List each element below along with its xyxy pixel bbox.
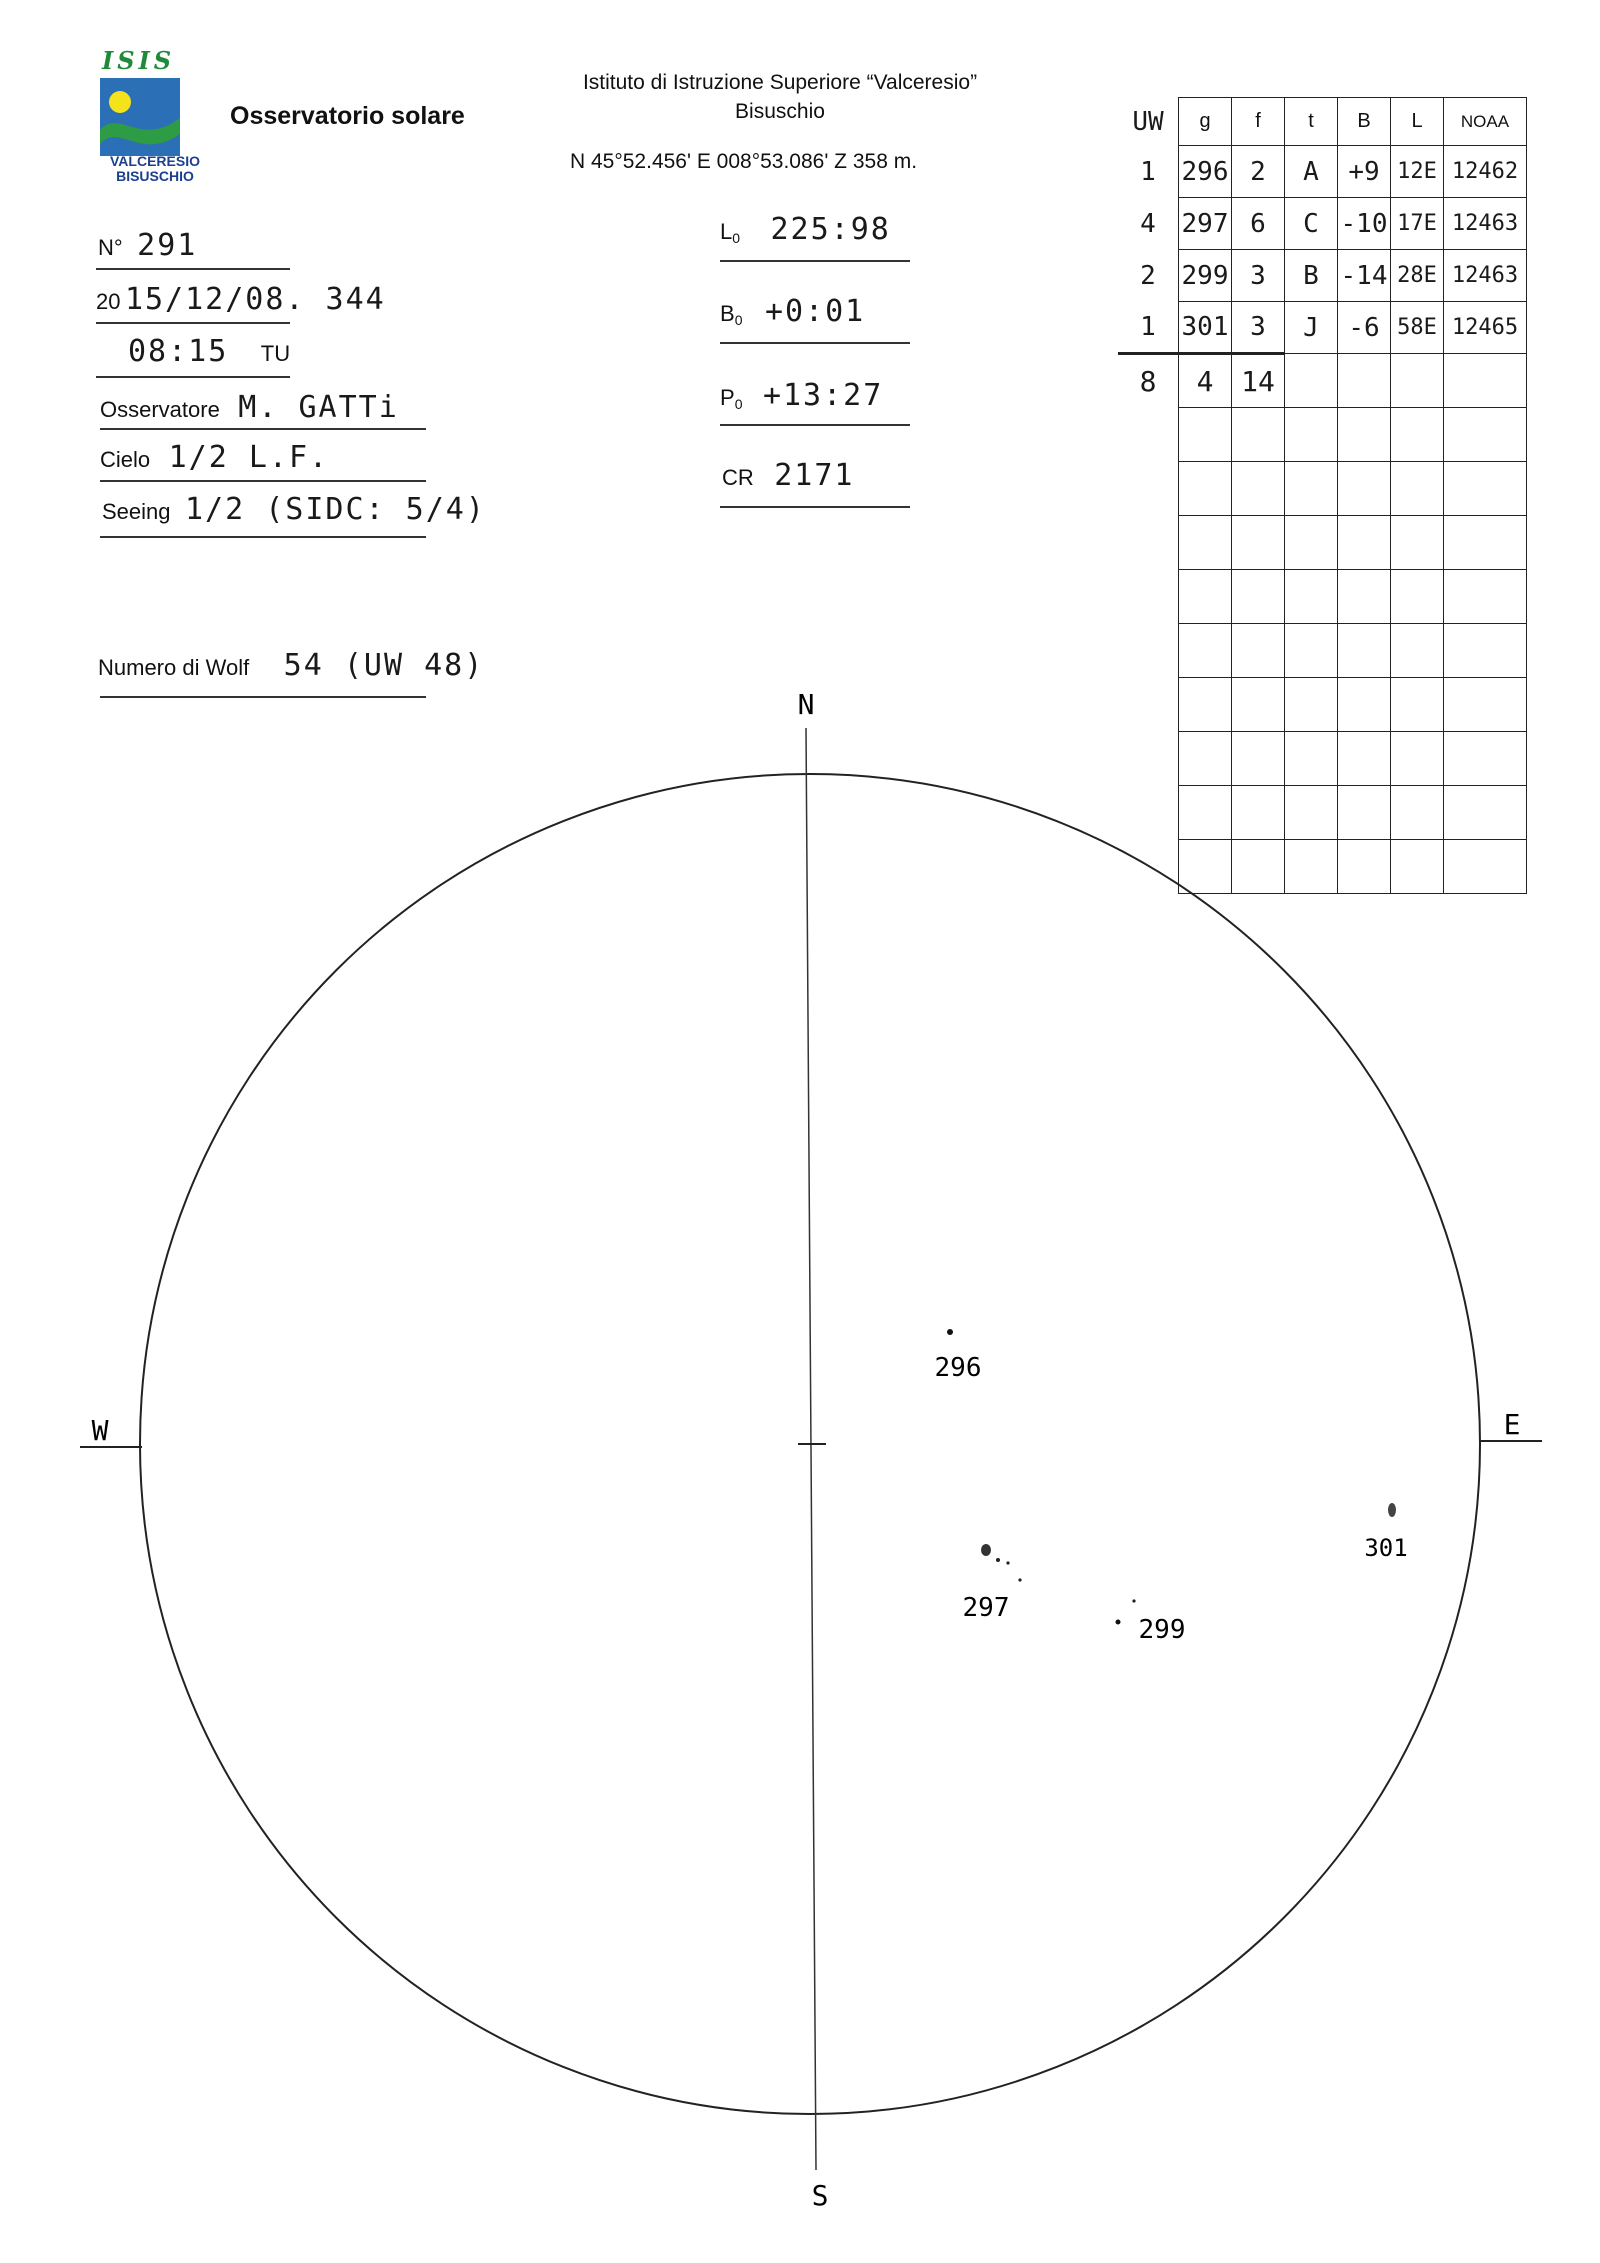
wolf-label: Numero di Wolf: [98, 655, 250, 680]
row-t: C: [1285, 198, 1338, 250]
row-g: 299: [1179, 250, 1232, 302]
logo-name-line1: VALCERESIO: [110, 153, 200, 169]
header-f: f: [1232, 98, 1285, 146]
row-f: 2: [1232, 146, 1285, 198]
cr-label: CR: [722, 465, 754, 490]
row-noaa: 12465: [1444, 302, 1527, 354]
row-l: 58E: [1391, 302, 1444, 354]
header-g: g: [1179, 98, 1232, 146]
observatory-title: Osservatorio solare: [230, 102, 465, 130]
sunspot: [1132, 1599, 1135, 1602]
cr-value: 2171: [774, 458, 855, 493]
header-b: B: [1338, 98, 1391, 146]
observer-label: Osservatore: [100, 397, 220, 422]
row-uw: 1: [1140, 156, 1156, 187]
observer-value: M. GATTi: [238, 390, 399, 425]
row-b: -10: [1338, 198, 1391, 250]
row-noaa: 12463: [1444, 198, 1527, 250]
row-f: 3: [1232, 250, 1285, 302]
sunspot: [947, 1329, 953, 1335]
p0-label: P: [720, 385, 735, 410]
record-number-value: 291: [137, 228, 198, 263]
sky-value: 1/2 L.F.: [168, 440, 330, 475]
row-g: 296: [1179, 146, 1232, 198]
l0-label: L: [720, 219, 733, 244]
sunspot: [1006, 1561, 1009, 1564]
row-g: 297: [1179, 198, 1232, 250]
record-number-label: N°: [98, 235, 123, 260]
l0-value: 225:98: [770, 212, 891, 247]
header-l: L: [1391, 98, 1444, 146]
sunspot: [981, 1544, 991, 1556]
institute-name: Istituto di Istruzione Superiore “Valceresio”: [582, 71, 978, 94]
row-l: 12E: [1391, 146, 1444, 198]
logo-acronym: ISIS: [102, 46, 176, 75]
group-label-296: 296: [934, 1353, 982, 1383]
row-b: -6: [1338, 302, 1391, 354]
record-date-value: 15/12/08. 344: [124, 282, 386, 317]
uw-header: UW: [1132, 106, 1164, 137]
row-b: +9: [1338, 146, 1391, 198]
wolf-value: 54 (UW 48): [283, 648, 485, 683]
row-b: -14: [1338, 250, 1391, 302]
l0-subscript: 0: [732, 230, 741, 247]
b0-subscript: 0: [734, 312, 743, 329]
row-uw: 1: [1140, 311, 1156, 342]
row-t: J: [1285, 302, 1338, 354]
row-uw: 2: [1140, 260, 1156, 291]
header-t: t: [1285, 98, 1338, 146]
record-date-prefix: 20: [96, 289, 121, 314]
logo-name-line2: BISUSCHIO: [116, 168, 194, 184]
sky-label: Cielo: [100, 447, 151, 472]
p0-subscript: 0: [734, 396, 743, 413]
sunspot: [1018, 1578, 1021, 1581]
row-f: 6: [1232, 198, 1285, 250]
sunspot: [996, 1558, 1000, 1562]
record-time-unit: TU: [260, 341, 291, 366]
group-label-301: 301: [1364, 1534, 1408, 1562]
sunspot: [1388, 1503, 1396, 1517]
header-noaa: NOAA: [1444, 98, 1527, 146]
north-label: N: [797, 688, 815, 721]
row-noaa: 12463: [1444, 250, 1527, 302]
group-label-297: 297: [962, 1593, 1010, 1623]
total-g: 4: [1179, 354, 1232, 408]
row-l: 28E: [1391, 250, 1444, 302]
north-south-axis: [806, 728, 816, 2170]
row-t: B: [1285, 250, 1338, 302]
row-t: A: [1285, 146, 1338, 198]
b0-value: +0:01: [764, 294, 866, 329]
total-uw: 8: [1118, 354, 1179, 408]
row-l: 17E: [1391, 198, 1444, 250]
b0-label: B: [720, 301, 735, 326]
east-label: E: [1503, 1408, 1521, 1441]
institute-town: Bisuschio: [735, 100, 825, 123]
west-label: W: [91, 1414, 109, 1447]
sunspot: [1116, 1620, 1121, 1625]
row-noaa: 12462: [1444, 146, 1527, 198]
row-uw: 4: [1140, 208, 1156, 239]
row-g: 301: [1179, 302, 1232, 354]
record-time-value: 08:15: [128, 334, 229, 369]
observatory-coordinates: N 45°52.456' E 008°53.086' Z 358 m.: [570, 150, 918, 173]
seeing-label: Seeing: [102, 499, 171, 524]
total-f: 14: [1232, 354, 1285, 408]
p0-value: +13:27: [762, 378, 884, 413]
seeing-value: 1/2 (SIDC: 5/4): [184, 492, 486, 527]
group-label-299: 299: [1138, 1615, 1186, 1645]
row-f: 3: [1232, 302, 1285, 354]
south-label: S: [811, 2179, 829, 2212]
